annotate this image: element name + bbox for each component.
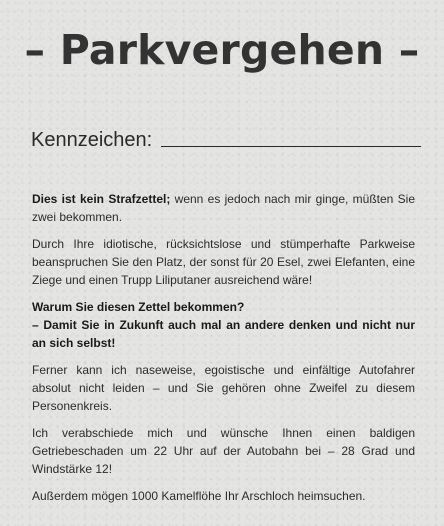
paragraph-parking: Durch Ihre idiotische, rücksichtslose und stümperhafte Parkweise beanspruchen Sie den Platz, der sonst für 20 Esel, zwei Elefanten, eine Ziege und einen Trupp Liliputaner ausreichend wäre!	[32, 237, 415, 287]
paragraph-closing: Außerdem mögen 1000 Kamelflöhe Ihr Arschloch heimsuchen.	[32, 489, 366, 503]
page-title: – Parkvergehen –	[24, 26, 420, 74]
reason-answer: – Damit Sie in Zukunft auch mal an andere denken und nicht nur an sich selbst!	[32, 318, 415, 350]
paragraph-drivers: Ferner kann ich naseweise, egoistische und einfältige Autofahrer absolut nicht leiden – und Sie gehören ohne Zweifel zu diesem Personenkreis.	[32, 363, 415, 413]
intro-text: wenn es jedoch nach mir ginge, müßten Sie zwei bekommen.	[32, 192, 415, 224]
paragraph-intro	[32, 190, 415, 226]
paragraph-reason	[32, 298, 415, 352]
intro-bold-text: Dies ist kein Strafzettel;	[32, 192, 171, 206]
license-plate-label: Kennzeichen:	[31, 129, 153, 151]
license-plate-blank-line	[161, 146, 421, 147]
paragraph-farewell: Ich verabschiede mich und wünsche Ihnen einen baldigen Getriebeschaden um 22 Uhr auf der Autobahn bei – 28 Grad und Windstärke 12!	[32, 426, 415, 476]
reason-question: Warum Sie diesen Zettel bekommen?	[32, 300, 245, 314]
license-plate-row	[31, 127, 421, 153]
notice-body	[32, 190, 415, 514]
